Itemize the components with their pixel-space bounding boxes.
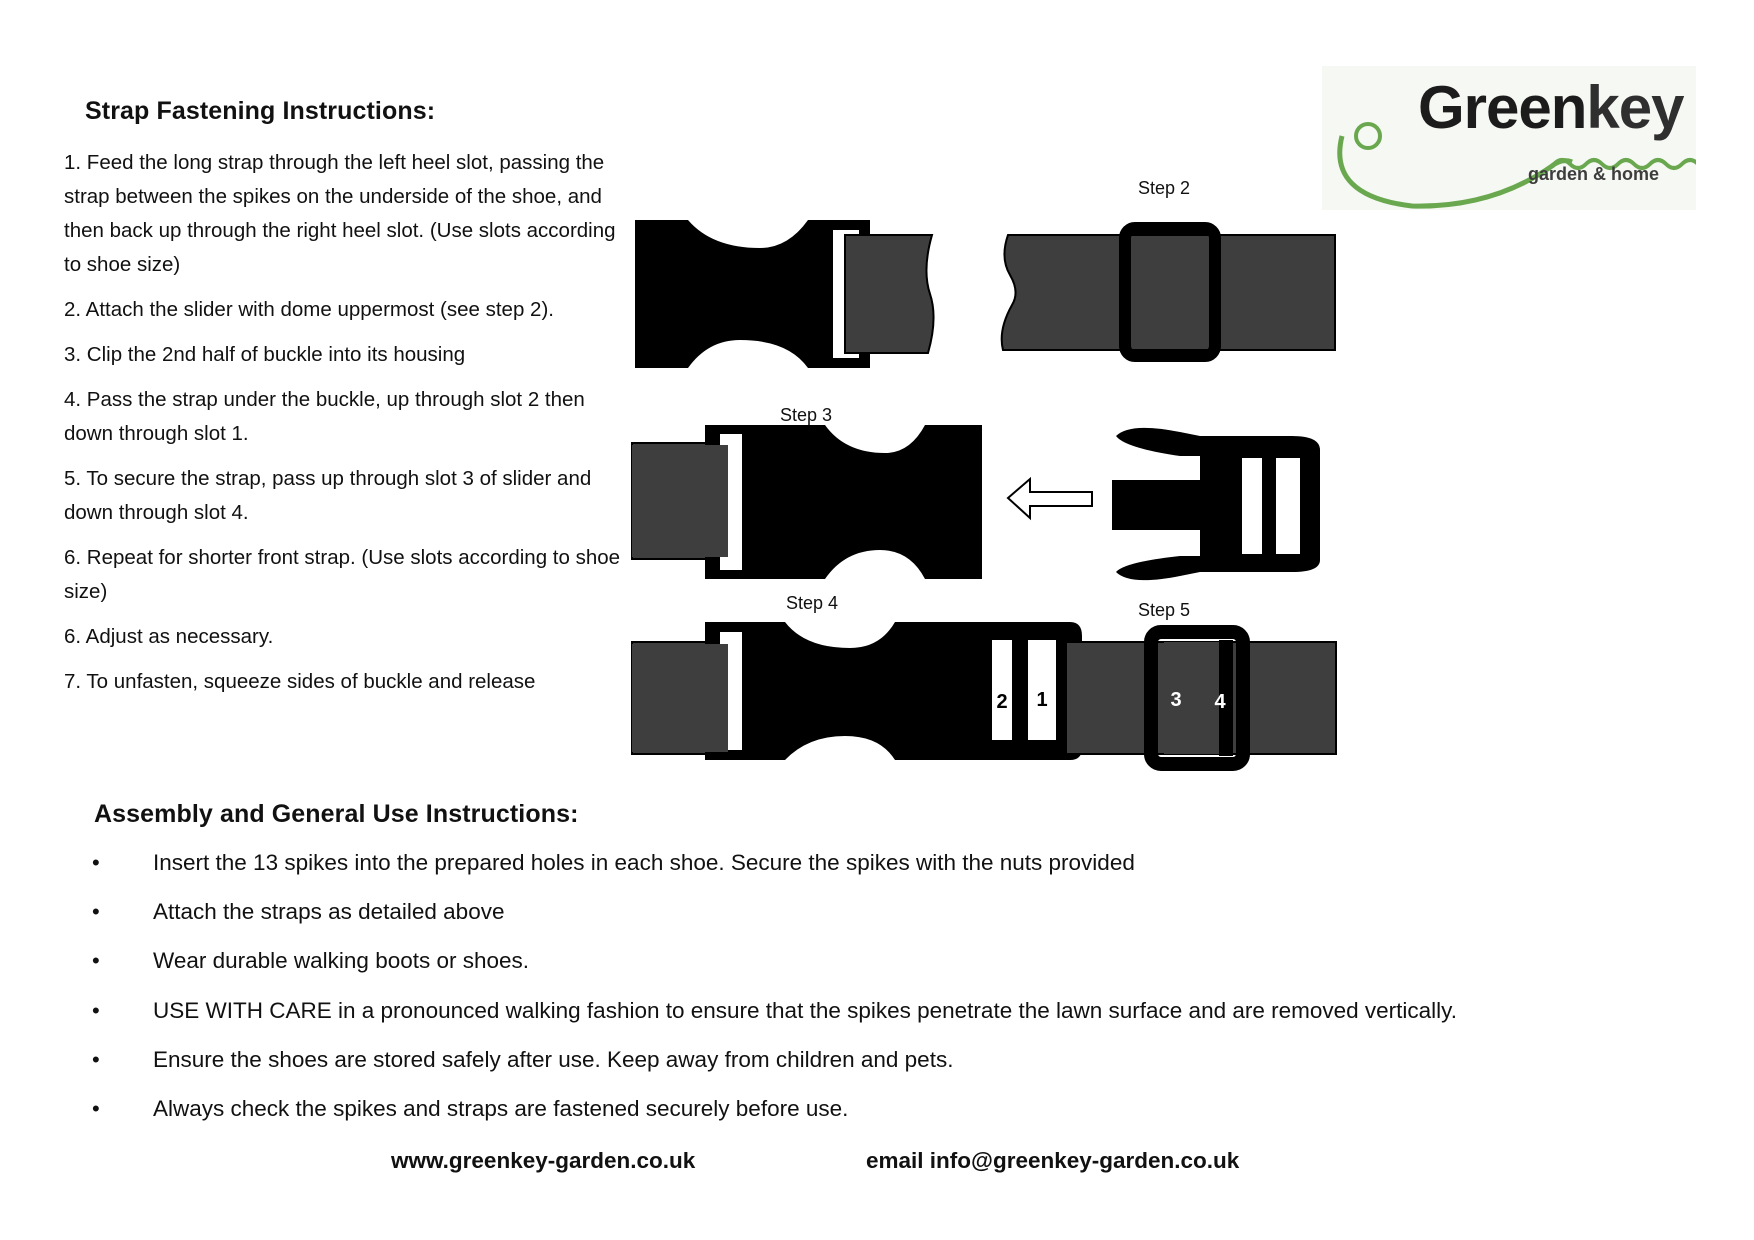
step5-diagram (1066, 632, 1336, 764)
step3-strap-fill (632, 445, 728, 557)
strap-step-3: 3. Clip the 2nd half of buckle into its housing (64, 343, 466, 366)
strap-steps-list (64, 146, 624, 710)
step5-slot-3-label: 3 (1170, 689, 1182, 711)
assembly-item-text: Insert the 13 spikes into the prepared holes in each shoe. Secure the spikes with the nuts provided (153, 850, 1135, 875)
assembly-item-text: Wear durable walking boots or shoes. (153, 948, 530, 974)
logo-brand-green: Green (1418, 74, 1587, 141)
step3-clip-slot-a (1242, 458, 1262, 554)
strap-step-6: 6. Repeat for shorter front strap. (Use slots according to shoe size) (64, 546, 621, 603)
step1-strap (845, 235, 934, 353)
step3-male-clip (1112, 428, 1320, 580)
footer-email: email info@greenkey-garden.co.uk (866, 1148, 1240, 1173)
assembly-item-text: Ensure the shoes are stored safely after use. Keep away from children and pets. (153, 1046, 954, 1072)
step2-slider-diagram (1002, 228, 1335, 356)
step4-buckle (705, 622, 1082, 760)
step4-caption: Step 4 (786, 593, 839, 613)
assembly-instructions-title: Assembly and General Use Instructions: (94, 800, 579, 828)
bullet-icon: • (92, 899, 100, 925)
greenkey-logo-graphic (1322, 66, 1696, 210)
assembly-item-text: USE WITH CARE in a pronounced walking fashion to ensure that the spikes penetrate the lawn surface and are removed vertically. (153, 997, 1458, 1023)
assembly-item-text: Always check the spikes and straps are fastened securely before use. (153, 1095, 849, 1121)
bullet-icon: • (92, 850, 100, 875)
assembly-item-text: Attach the straps as detailed above (153, 899, 505, 925)
step4-slot-2 (992, 640, 1012, 740)
step4-diagram (632, 622, 1082, 760)
step1-buckle-diagram (635, 220, 934, 368)
step3-insert-arrow-icon (1008, 479, 1092, 518)
strap-step-4: 4. Pass the strap under the buckle, up through slot 2 then down through slot 1. (64, 388, 585, 445)
strap-step-2: 2. Attach the slider with dome uppermost (see step 2). (64, 298, 554, 321)
strap-step-7: 7. To unfasten, squeeze sides of buckle and release (64, 670, 536, 693)
strap-instructions-title: Strap Fastening Instructions: (85, 97, 436, 125)
svg-text:Greenkey (1418, 74, 1685, 141)
step3-buckle-housing (705, 425, 982, 579)
footer-website: www.greenkey-garden.co.uk (391, 1148, 696, 1173)
logo-tagline: garden & home (1528, 164, 1660, 184)
step4-strap-fill (632, 644, 728, 752)
step4-slot-1-label: 1 (1036, 689, 1048, 711)
step5-caption: Step 5 (1138, 600, 1191, 620)
logo-brand-key: key (1586, 74, 1684, 141)
strap-diagrams (620, 200, 1350, 780)
bullet-icon: • (92, 948, 100, 974)
bullet-icon: • (92, 1095, 100, 1121)
bullet-icon: • (92, 997, 100, 1023)
step5-slot-4-label: 4 (1214, 691, 1226, 713)
strap-step-5: 5. To secure the strap, pass up through slot 3 of slider and down through slot 4. (64, 467, 592, 524)
step2-strap (1002, 235, 1335, 350)
greenkey-logo (1322, 66, 1696, 210)
step3-clip-slot-b (1276, 458, 1300, 554)
strap-step-1: 1. Feed the long strap through the left heel slot, passing the strap between the spikes on the underside of the shoe, and then back up through the right heel slot. (Use slots according to shoe size) (64, 151, 616, 276)
bullet-icon: • (92, 1046, 100, 1072)
step3-caption: Step 3 (780, 405, 833, 425)
strap-step-adjust: 6. Adjust as necessary. (64, 625, 274, 648)
step2-caption: Step 2 (1138, 178, 1191, 198)
step4-slot-2-label: 2 (996, 691, 1008, 713)
step3-diagram (632, 425, 1320, 580)
